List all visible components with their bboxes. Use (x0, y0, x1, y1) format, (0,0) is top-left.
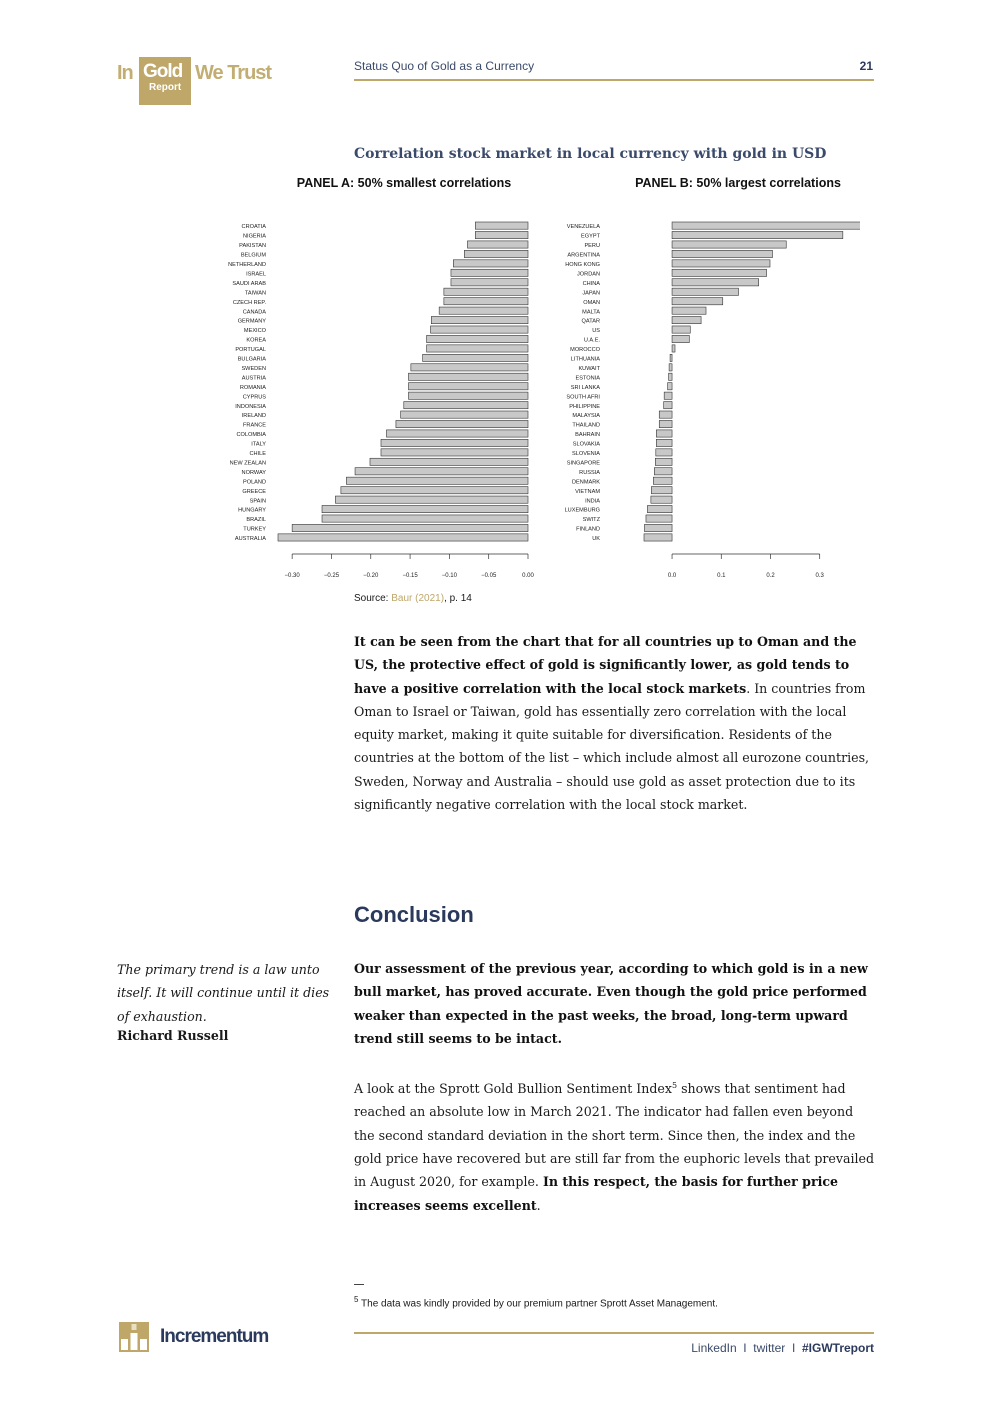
category-label: CYPRUS (242, 394, 266, 401)
bar (409, 392, 528, 399)
category-label: SINGAPORE (566, 460, 600, 467)
category-label: EGYPT (581, 233, 600, 240)
category-label: UK (592, 536, 600, 543)
category-label: POLAND (242, 479, 266, 486)
category-label: TURKEY (243, 526, 266, 533)
bar (396, 420, 528, 427)
category-label: INDIA (585, 498, 600, 505)
x-tick-label: −0.10 (441, 573, 457, 579)
footnote-number: 5 (354, 1295, 359, 1304)
category-label: DENMARK (572, 479, 600, 486)
bar (444, 288, 528, 295)
bar (669, 364, 672, 371)
x-tick-label: 0.1 (717, 573, 726, 579)
category-label: COLOMBIA (236, 432, 266, 439)
category-label: BULGARIA (237, 356, 266, 363)
bar (669, 373, 672, 380)
logo-word-gold: Gold (143, 61, 183, 82)
bar (668, 383, 672, 390)
sentiment-text-1: A look at the Sprott Gold Bullion Sentiment Index (354, 1081, 672, 1097)
bar (664, 392, 672, 399)
category-label: CROATIA (241, 224, 266, 231)
category-label: NETHERLAND (228, 262, 266, 268)
bar (431, 317, 528, 324)
category-label: KUWAIT (578, 365, 600, 372)
category-label: FINLAND (576, 526, 600, 533)
bar (672, 279, 759, 286)
bar (644, 524, 672, 531)
category-label: ISRAEL (246, 271, 266, 278)
bar (672, 288, 738, 295)
bar (672, 269, 766, 276)
x-tick-label: 0.0 (667, 573, 677, 579)
sentiment-text-2: shows that sentiment had reached an absolute low in March 2021. The indicator had fallen even beyond the second standard deviation in the short term. Since then, the index and the gold price have recovered but are still far from the euphoric levels that prevailed in August 2020, for example. (354, 1081, 875, 1190)
footnote-text: The data was kindly provided by our premium partner Sprott Asset Management. (358, 1298, 718, 1310)
category-label: SOUTH AFRI (566, 394, 600, 401)
panel-title: PANEL A: 50% smallest correlations (296, 176, 512, 190)
bar (659, 420, 672, 427)
source-prefix: Source: (354, 593, 392, 604)
x-tick-label: −0.25 (323, 573, 340, 579)
bar (647, 506, 672, 513)
bar (467, 241, 528, 248)
header-rule (354, 79, 874, 81)
sentiment-bold: In this respect, the basis for further price increases seems excellent (354, 1174, 839, 1213)
twitter-link[interactable]: twitter (753, 1341, 786, 1355)
running-header-title: Status Quo of Gold as a Currency (354, 59, 535, 73)
category-label: OMAN (583, 299, 600, 306)
margin-quote: The primary trend is a law unto itself. It will continue until it dies of exhaustion. (117, 962, 330, 1024)
category-label: JAPAN (582, 290, 600, 297)
panel-title: PANEL B: 50% largest correlations (635, 176, 841, 190)
bar (381, 449, 528, 456)
quote-author: Richard Russell (117, 1028, 229, 1043)
category-label: NORWAY (241, 469, 266, 476)
x-tick-label: 0.00 (522, 573, 534, 579)
x-tick-label: −0.20 (363, 573, 379, 579)
category-label: IRELAND (241, 413, 266, 420)
bar (475, 231, 528, 238)
bar (409, 383, 528, 390)
category-label: MALTA (582, 309, 600, 316)
bar (664, 402, 672, 409)
bar (672, 335, 689, 342)
bar (644, 534, 672, 541)
bar (427, 335, 528, 342)
bar (322, 506, 528, 513)
x-tick-label: −0.05 (481, 573, 497, 579)
category-label: CANADA (242, 309, 266, 316)
bar (672, 345, 675, 352)
section-heading: Conclusion (354, 902, 474, 927)
category-label: RUSSIA (579, 469, 600, 476)
category-label: NEW ZEALAN (229, 460, 266, 467)
bar (672, 241, 786, 248)
source-suffix: , p. 14 (444, 593, 472, 604)
bar (278, 534, 528, 541)
bar (654, 468, 672, 475)
bar (427, 345, 528, 352)
category-label: CHINA (582, 280, 600, 287)
x-tick-label: −0.15 (402, 573, 418, 579)
bar (444, 298, 528, 305)
category-label: PERU (584, 243, 600, 250)
hashtag-link[interactable]: #IGWTreport (801, 1341, 874, 1355)
bar (646, 515, 672, 522)
category-label: SLOVAKIA (572, 441, 600, 448)
x-tick-label: 0.2 (766, 573, 775, 579)
footnote-divider (354, 1284, 364, 1285)
logo-word-in: In (117, 62, 133, 84)
category-label: ESTONIA (575, 375, 600, 382)
bar (335, 496, 528, 503)
category-label: INDONESIA (235, 403, 266, 410)
category-label: SWEDEN (241, 365, 266, 372)
category-label: SLOVENIA (572, 451, 600, 457)
bar (672, 326, 690, 333)
bar (404, 402, 528, 409)
footer-links (600, 1341, 874, 1355)
footnote-ref[interactable]: 5 (671, 1081, 678, 1090)
source-link[interactable]: Baur (2021) (391, 593, 445, 604)
bar (453, 260, 528, 267)
bar (409, 373, 528, 380)
bar (431, 326, 528, 333)
logo-word-report: Report (149, 82, 182, 93)
bar (411, 364, 528, 371)
bar (381, 439, 528, 446)
bar (672, 222, 860, 229)
category-label: SAUDI ARAB (232, 280, 266, 287)
category-label: PAKISTAN (239, 243, 266, 250)
category-label: U.A.E. (583, 337, 600, 344)
category-label: AUSTRIA (241, 375, 266, 382)
bar (672, 307, 706, 314)
bar (655, 458, 672, 465)
conclusion-bold-paragraph (354, 957, 876, 1050)
bar (370, 458, 528, 465)
footer-company-name: Incrementum (160, 1326, 269, 1347)
category-label: ARGENTINA (567, 252, 600, 259)
category-label: AUSTRALIA (234, 536, 266, 543)
bar (401, 411, 528, 418)
category-label: VIETNAM (575, 488, 600, 495)
category-label: BAHRAIN (575, 432, 600, 439)
category-label: SRI LANKA (570, 384, 600, 391)
category-label: CZECH REP. (232, 299, 266, 306)
bar (355, 468, 528, 475)
category-label: HONG KONG (565, 262, 600, 268)
category-label: SWITZ (582, 517, 600, 524)
category-label: MOROCCO (570, 347, 600, 354)
bar (672, 317, 701, 324)
analysis-paragraph (354, 630, 876, 816)
bar (656, 439, 672, 446)
category-label: NIGERIA (242, 233, 266, 240)
bar (653, 477, 672, 484)
category-label: SPAIN (249, 498, 266, 505)
category-label: FRANCE (243, 422, 266, 429)
bar (423, 354, 528, 361)
x-tick-label: −0.30 (284, 573, 300, 579)
bar (672, 298, 723, 305)
bar (659, 411, 672, 418)
category-label: VENEZUELA (566, 224, 600, 231)
figure-title: Correlation stock market in local currency with gold in USD (354, 146, 827, 162)
bar (651, 487, 672, 494)
category-label: KOREA (246, 337, 266, 344)
category-label: TAIWAN (244, 290, 266, 297)
bar (672, 260, 770, 267)
category-label: GREECE (242, 488, 266, 495)
category-label: BELGIUM (240, 252, 266, 259)
bar (475, 222, 528, 229)
page-number: 21 (859, 59, 873, 73)
bar (672, 231, 843, 238)
bar (656, 449, 672, 456)
category-label: ITALY (251, 441, 266, 448)
bar (672, 250, 772, 257)
bar (451, 279, 528, 286)
bar (656, 430, 672, 437)
bar (651, 496, 672, 503)
category-label: JORDAN (577, 271, 600, 278)
category-label: LITHUANIA (570, 356, 600, 363)
bar (341, 487, 528, 494)
footer-rule (354, 1332, 874, 1334)
category-label: ROMANIA (239, 384, 266, 391)
sentiment-paragraph (354, 1074, 876, 1217)
bar (346, 477, 528, 484)
footer-separator: I (785, 1341, 802, 1355)
x-tick-label: 0.3 (815, 573, 824, 579)
bar (386, 430, 528, 437)
analysis-bold: It can be seen from the chart that for all countries up to Oman and the US, the protective effect of gold is significantly lower, as gold tends to have a positive correlation with the local stock markets (354, 634, 857, 696)
category-label: LUXEMBURG (564, 507, 600, 514)
category-label: GERMANY (237, 318, 266, 325)
category-label: CHILE (249, 451, 266, 457)
category-label: US (592, 328, 600, 335)
category-label: MEXICO (243, 328, 266, 335)
category-label: BRAZIL (246, 517, 266, 524)
correlation-chart (220, 168, 860, 588)
bar (451, 269, 528, 276)
incrementum-logo-icon (119, 1322, 149, 1352)
analysis-rest: . In countries from Oman to Israel or Taiwan, gold has essentially zero correlation with the local equity market, making it quite suitable for diversification. Residents of the countries at the bottom of the list – which include almost all eurozone countries, Sweden, Norway and Australia – should use gold as asset protection due to its significantly negative correlation with the local stock market. (354, 680, 870, 813)
logo-word-we-trust: We Trust (195, 62, 272, 84)
bar (439, 307, 528, 314)
category-label: QATAR (581, 318, 600, 325)
bar (292, 524, 528, 531)
bar (322, 515, 528, 522)
footer-separator: I (736, 1341, 754, 1355)
category-label: MALAYSIA (572, 413, 600, 420)
bar (464, 250, 528, 257)
sentiment-end: . (536, 1197, 541, 1213)
category-label: PORTUGAL (235, 347, 266, 354)
category-label: THAILAND (572, 422, 600, 429)
footnote (354, 1295, 718, 1309)
category-label: PHILIPPINE (569, 403, 600, 410)
linkedin-link[interactable]: LinkedIn (691, 1341, 737, 1355)
conclusion-bold-text: Our assessment of the previous year, according to which gold is in a new bull market, has proved accurate. Even though the gold price performed weaker than expected in the past weeks, the broad, long-term upward trend still seems to be intact. (354, 961, 868, 1046)
bar (670, 354, 672, 361)
figure-source (354, 593, 472, 604)
category-label: HUNGARY (238, 507, 266, 514)
